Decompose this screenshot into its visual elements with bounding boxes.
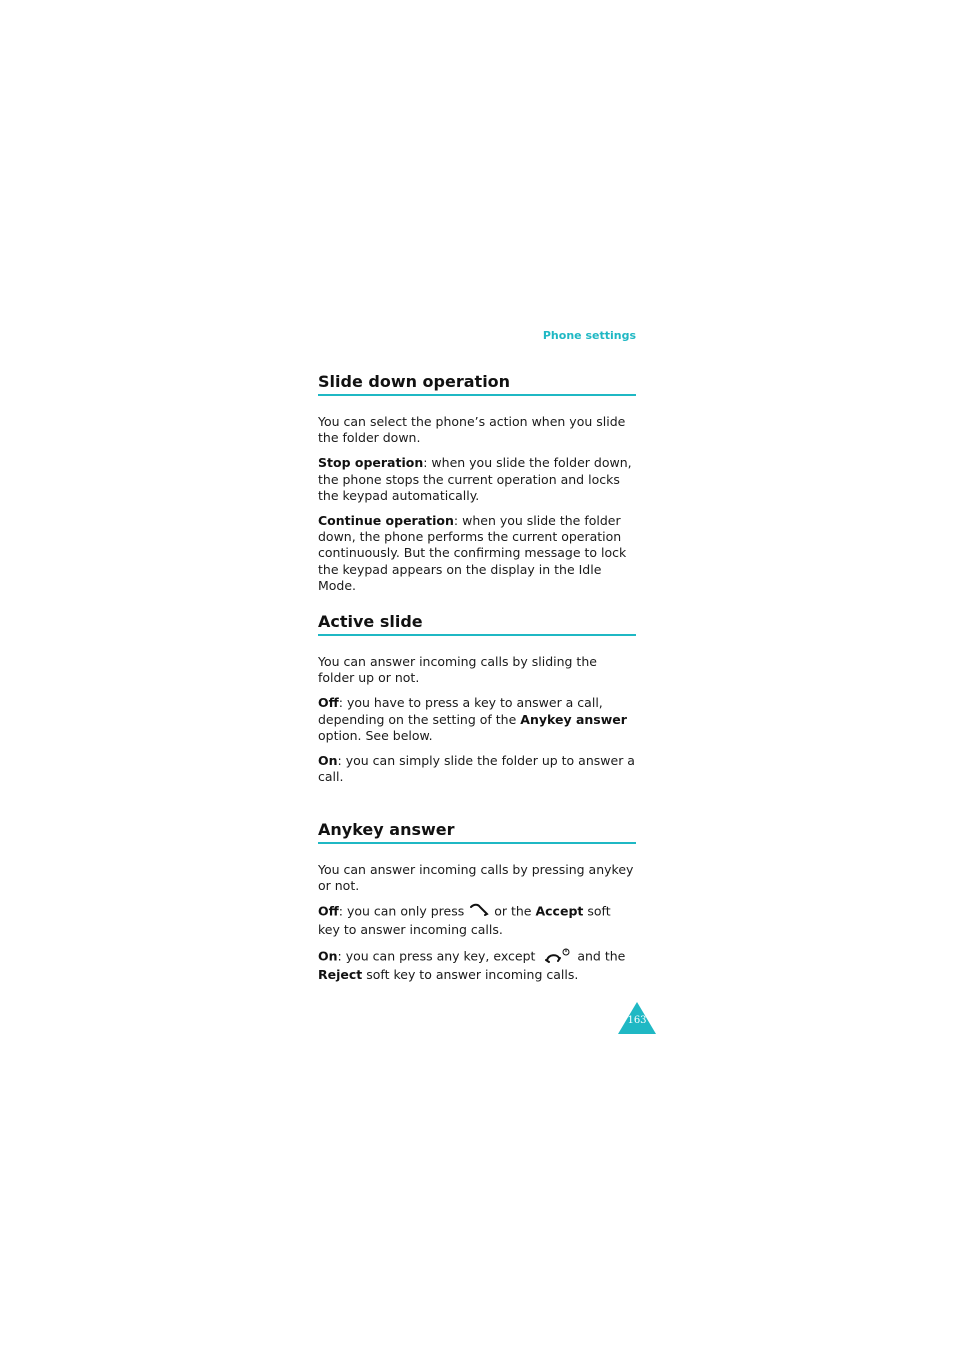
option-label: Off	[318, 904, 339, 920]
option-text: soft key to answer incoming calls.	[362, 967, 579, 983]
option-text: : you can press any key, except	[337, 948, 540, 964]
option-on	[318, 947, 636, 983]
section-intro: You can answer incoming calls by sliding the folder up or not.	[318, 654, 597, 686]
option-reference: Reject	[318, 967, 363, 983]
section-intro: You can answer incoming calls by pressing anykey or not.	[318, 862, 634, 894]
option-text: option. See below.	[318, 727, 433, 743]
option-label: Continue operation	[318, 513, 454, 529]
option-text: and the	[573, 948, 626, 964]
option-on	[318, 753, 636, 785]
option-text: or the	[490, 904, 536, 920]
section-title: Anykey answer	[318, 820, 636, 844]
option-off	[318, 695, 636, 744]
section-intro: You can select the phone’s action when you slide the folder down.	[318, 414, 626, 446]
option-text: : when you slide the folder down, the phone stops the current operation and locks the keypad automatically.	[318, 455, 632, 503]
running-header: Phone settings	[542, 329, 636, 342]
section-title: Slide down operation	[318, 372, 636, 396]
option-reference: Accept	[535, 904, 584, 920]
option-reference: Anykey answer	[520, 711, 627, 727]
option-continue-operation	[318, 513, 636, 594]
option-label: Off	[318, 695, 339, 711]
option-label: On	[318, 948, 338, 964]
option-text: soft key to answer incoming calls.	[318, 904, 611, 937]
option-text: : you can simply slide the folder up to answer a call.	[318, 753, 635, 785]
option-label: On	[318, 753, 338, 769]
end-power-key-icon	[539, 947, 573, 967]
section-title: Active slide	[318, 612, 636, 636]
option-off	[318, 903, 636, 937]
option-label: Stop operation	[318, 455, 424, 471]
page-number: 163	[627, 1015, 647, 1026]
section-active-slide	[318, 612, 636, 794]
page-number-badge	[617, 1001, 657, 1035]
section-slide-down-operation	[318, 372, 636, 603]
option-stop-operation	[318, 455, 636, 504]
option-text: : you have to press a key to answer a call, depending on the setting of the	[318, 695, 603, 727]
option-text: : when you slide the folder down, the phone performs the current operation continuously. But the confirming message to lock the keypad appears on the display in the Idle Mode.	[318, 513, 627, 593]
section-anykey-answer	[318, 820, 636, 992]
option-text: : you can only press	[338, 904, 469, 920]
send-key-icon	[468, 903, 490, 921]
